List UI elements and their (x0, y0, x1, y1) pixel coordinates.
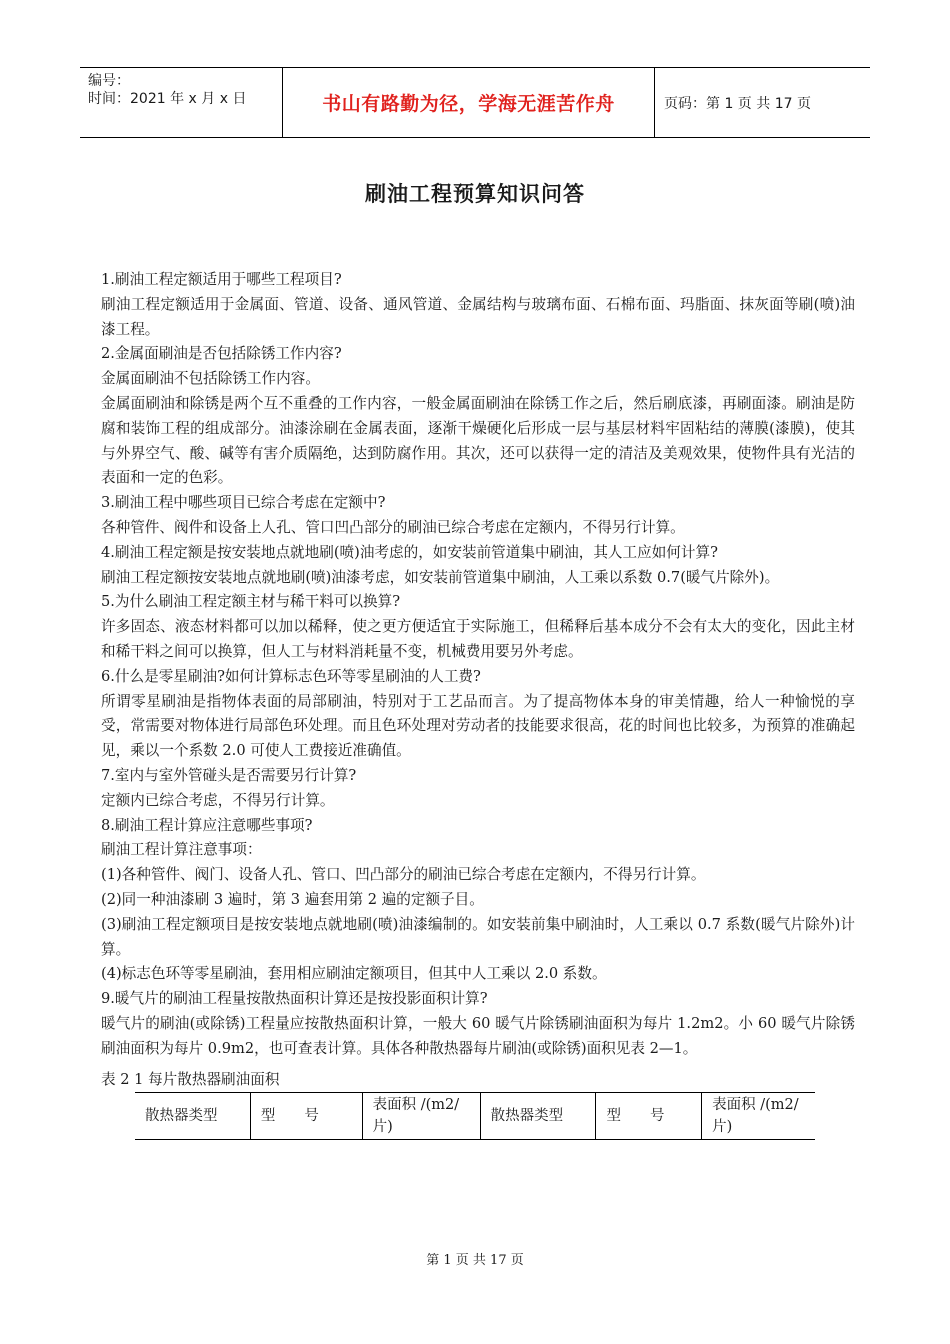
document-header (80, 67, 870, 138)
body-paragraph: 4.刷油工程定额是按安装地点就地刷(喷)油考虑的，如安装前管道集中刷油，其人工应如何计算? (101, 543, 718, 561)
number-label: 编号： (88, 73, 130, 89)
body-paragraph: (3)刷油工程定额项目是按安装地点就地刷(喷)油漆编制的。如安装前集中刷油时，人工乘以 0.7 系数(暖气片除外)计算。 (101, 915, 855, 958)
motto: 书山有路勤为径，学海无涯苦作舟 (322, 93, 615, 115)
header-meta (80, 68, 282, 137)
table-header-cell: 表面积 /(m2/片) (702, 1093, 815, 1140)
table-caption: 表 2 1 每片散热器刷油面积 (101, 1071, 280, 1088)
body-paragraph: 金属面刷油不包括除锈工作内容。 (101, 370, 320, 388)
body-paragraph: (1)各种管件、阀门、设备人孔、管口、凹凸部分的刷油已综合考虑在定额内，不得另行计算。 (101, 866, 706, 884)
body-paragraph: 5.为什么刷油工程定额主材与稀干料可以换算? (101, 593, 401, 611)
page-footer: 第 1 页 共 17 页 (426, 1253, 524, 1268)
body-paragraph: 2.金属面刷油是否包括除锈工作内容? (101, 345, 342, 363)
body-paragraph: 刷油工程计算注意事项： (101, 841, 262, 859)
table-header-cell: 散热器类型 (480, 1093, 596, 1140)
document-body (101, 268, 855, 1062)
table-header-cell: 型 号 (596, 1093, 702, 1140)
body-paragraph: 定额内已综合考虑，不得另行计算。 (101, 791, 335, 809)
body-paragraph: 各种管件、阀件和设备上人孔、管口凹凸部分的刷油已综合考虑在定额内，不得另行计算。 (101, 518, 685, 536)
body-paragraph: (4)标志色环等零星刷油，套用相应刷油定额项目，但其中人工乘以 2.0 系数。 (101, 965, 607, 983)
time-label: 时间：2021 年 x 月 x 日 (88, 91, 247, 107)
body-paragraph: 8.刷油工程计算应注意哪些事项? (101, 816, 313, 834)
table-header-cell: 型 号 (250, 1093, 362, 1140)
table-header-cell: 散热器类型 (135, 1093, 250, 1140)
body-paragraph: 刷油工程定额按安装地点就地刷(喷)油漆考虑，如安装前管道集中刷油，人工乘以系数 0.7(暖气片除外)。 (101, 568, 780, 586)
table-header-row (135, 1093, 815, 1140)
body-paragraph: 暖气片的刷油(或除锈)工程量应按散热面积计算，一般大 60 暖气片除锈刷油面积为每片 1.2m2。小 60 暖气片除锈刷油面积为每片 0.9m2，也可查表计算。具体各种散热器每片刷油(或除锈)面积见表 2—1。 (101, 1014, 855, 1057)
body-paragraph: 9.暖气片的刷油工程量按散热面积计算还是按投影面积计算? (101, 990, 488, 1008)
body-paragraph: 金属面刷油和除锈是两个互不重叠的工作内容，一般金属面刷油在除锈工作之后，然后刷底漆，再刷面漆。刷油是防腐和装饰工程的组成部分。油漆涂刷在金属表面，逐渐干燥硬化后形成一层与基层材料牢固粘结的薄膜(漆膜)，使其与外界空气、酸、碱等有害介质隔绝，达到防腐作用。其次，还可以获得一定的清洁及美观效果，使物件具有光洁的表面和一定的色彩。 (101, 394, 855, 487)
body-paragraph: 6.什么是零星刷油?如何计算标志色环等零星刷油的人工费? (101, 667, 481, 685)
header-page-info: 页码：第 1 页 共 17 页 (664, 95, 811, 112)
body-paragraph: 刷油工程定额适用于金属面、管道、设备、通风管道、金属结构与玻璃布面、石棉布面、玛脂面、抹灰面等刷(喷)油漆工程。 (101, 295, 855, 338)
table-header-cell: 表面积 /(m2/片) (362, 1093, 480, 1140)
radiator-table (135, 1092, 815, 1140)
document-title: 刷油工程预算知识问答 (365, 182, 585, 206)
body-paragraph: 许多固态、液态材料都可以加以稀释，使之更方便适宜于实际施工，但稀释后基本成分不会有太大的变化，因此主材和稀干料之间可以换算，但人工与材料消耗量不变，机械费用要另外考虑。 (101, 618, 855, 660)
body-paragraph: 1.刷油工程定额适用于哪些工程项目? (101, 271, 342, 288)
body-paragraph: 3.刷油工程中哪些项目已综合考虑在定额中? (101, 494, 386, 512)
body-paragraph: 所谓零星刷油是指物体表面的局部刷油，特别对于工艺品而言。为了提高物体本身的审美情趣，给人一种愉悦的享受，常需要对物体进行局部色环处理。而且色环处理对劳动者的技能要求很高，花的时间也比较多，为预算的准确起见，乘以一个系数 2.0 可使人工费接近准确值。 (101, 692, 855, 760)
header-motto-cell (282, 68, 655, 137)
body-paragraph: 7.室内与室外管碰头是否需要另行计算? (101, 766, 357, 784)
body-paragraph: (2)同一种油漆刷 3 遍时，第 3 遍套用第 2 遍的定额子目。 (101, 890, 484, 908)
